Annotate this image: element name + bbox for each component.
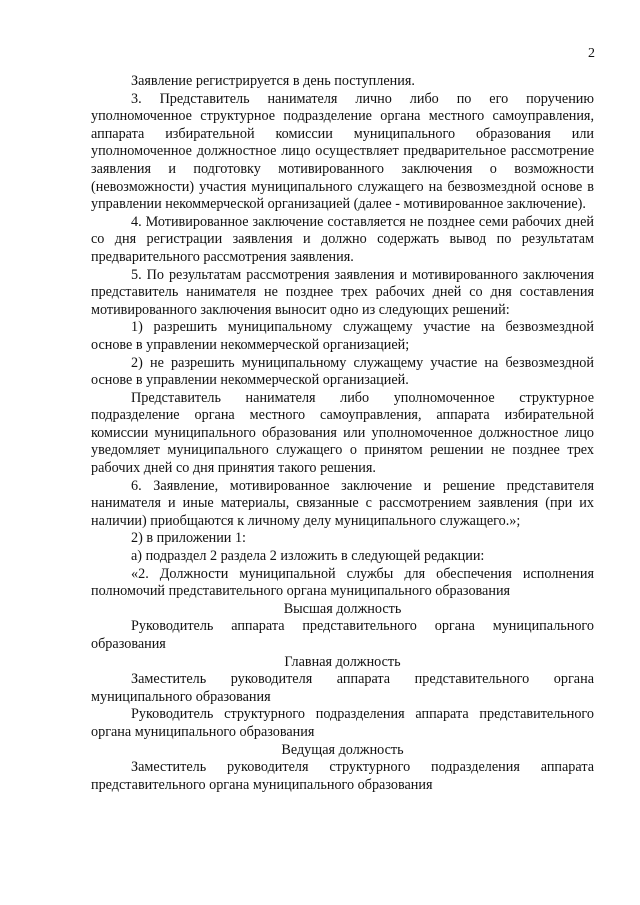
position-head-of-structural-unit: Руководитель структурного подразделения аппарата представительного органа муниципального образования (91, 706, 594, 740)
document-body (91, 73, 594, 794)
page-number: 2 (588, 46, 595, 61)
position-deputy-head-of-apparatus: Заместитель руководителя аппарата представительного органа муниципального образования (91, 671, 594, 705)
heading-leading-position: Ведущая должность (281, 741, 404, 758)
heading-main-position: Главная должность (284, 653, 401, 670)
paragraph-item-3: 3. Представитель нанимателя лично либо по его поручению уполномоченное структурное подразделение органа местного самоуправления, аппарата избирательной комиссии муниципального образования или уполномоченное должностное лицо осуществляет предварительное рассмотрение заявления и подготовку мотивированного заключения о возможности (невозможности) участия муниципального служащего на безвозмездной основе в управлении некоммерческой организацией (далее - мотивированное заключение). (91, 90, 594, 213)
position-head-of-apparatus: Руководитель аппарата представительного органа муниципального образования (91, 618, 594, 652)
paragraph-positions-intro: «2. Должности муниципальной службы для обеспечения исполнения полномочий представительного органа муниципального образования (91, 565, 594, 600)
paragraph-decision-2: 2) не разрешить муниципальному служащему участие на безвозмездной основе в управлении некоммерческой организацией. (91, 354, 594, 389)
paragraph-subsection-2: а) подраздел 2 раздела 2 изложить в следующей редакции: (131, 548, 485, 565)
paragraph-item-5: 5. По результатам рассмотрения заявления и мотивированного заключения представитель нанимателя не позднее трех рабочих дней со дня составления мотивированного заключения выносит одно из следующих решений: (91, 266, 594, 318)
paragraph-appendix-1: 2) в приложении 1: (131, 530, 246, 547)
heading-highest-position: Высшая должность (283, 600, 402, 617)
paragraph-registration: Заявление регистрируется в день поступления. (131, 73, 415, 89)
position-deputy-head-of-structural-unit: Заместитель руководителя структурного подразделения аппарата представительного органа муниципального образования (91, 759, 594, 793)
paragraph-decision-1: 1) разрешить муниципальному служащему участие на безвозмездной основе в управлении некоммерческой организацией; (91, 319, 594, 353)
paragraph-item-6: 6. Заявление, мотивированное заключение и решение представителя нанимателя и иные материалы, связанные с рассмотрением заявления (при их наличии) приобщаются к личному делу муниципального служащего.»; (91, 477, 594, 529)
paragraph-item-4: 4. Мотивированное заключение составляется не позднее семи рабочих дней со дня регистрации заявления и должно содержать вывод по результатам предварительного рассмотрения заявления. (91, 213, 594, 265)
paragraph-notification: Представитель нанимателя либо уполномоченное структурное подразделение органа местного самоуправления, аппарата избирательной комиссии муниципального образования или уполномоченное должностное лицо уведомляет муниципального служащего о принятом решении не позднее трех рабочих дней со дня принятия такого решения. (91, 389, 594, 477)
